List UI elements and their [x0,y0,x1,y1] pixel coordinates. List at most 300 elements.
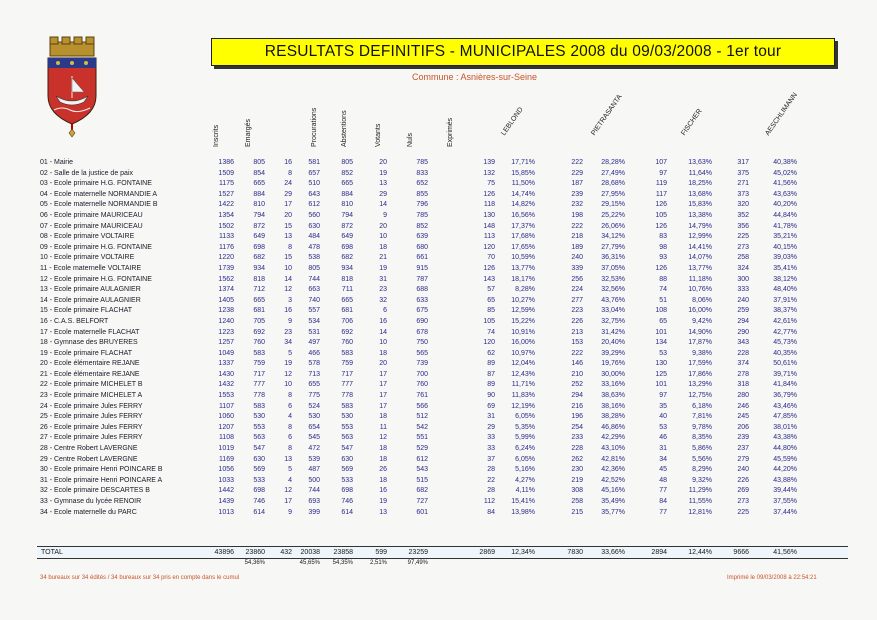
cell-emarges: 563 [253,434,265,442]
cell-abstentions: 500 [308,476,320,484]
cell-candidate-votes: 88 [659,275,667,283]
cell-exprimes: 700 [416,370,428,378]
cell-candidate-votes: 245 [737,413,749,421]
cell-candidate-votes: 77 [659,508,667,516]
city-crest-icon [44,36,100,140]
table-row [40,179,848,190]
cell-candidate-percent: 38,63% [601,392,625,400]
cell-procurations: 24 [284,180,292,188]
cell-abstentions: 557 [308,307,320,315]
total-votants: 23858 [333,549,353,556]
cell-candidate-votes: 101 [655,381,667,389]
bureau-name: 30 - Ecole primaire Henri POINCARE B [40,466,163,474]
cell-exprimes: 675 [416,307,428,315]
table-row [40,306,848,317]
cell-abstentions: 487 [308,466,320,474]
cell-candidate-percent: 33,04% [601,307,625,315]
cell-emarges: 884 [253,190,265,198]
cell-candidate-percent: 12,75% [688,392,712,400]
header-candidate-3: FISCHER [680,107,704,137]
cell-candidate-votes: 187 [571,180,583,188]
cell-candidate-percent: 14,41% [688,243,712,251]
cell-emarges: 854 [253,169,265,177]
cell-candidate-percent: 11,71% [511,381,535,389]
bureau-name: 08 - Ecole primaire VOLTAIRE [40,233,135,241]
cell-exprimes: 542 [416,423,428,431]
cell-candidate-percent: 41,56% [773,180,797,188]
cell-candidate-percent: 42,77% [773,328,797,336]
cell-inscrits: 1220 [218,254,234,262]
commune-text: Commune : Asnières-sur-Seine [411,72,538,82]
cell-abstentions: 657 [308,169,320,177]
cell-inscrits: 1430 [218,370,234,378]
cell-nuls: 17 [379,392,387,400]
percent-votants: 54,35% [332,560,353,566]
header-nuls: Nuls [407,132,414,147]
cell-votants: 759 [341,360,353,368]
cell-abstentions: 581 [308,159,320,166]
cell-exprimes: 796 [416,201,428,209]
cell-exprimes: 565 [416,349,428,357]
cell-nuls: 18 [379,455,387,463]
cell-candidate-percent: 6,05% [515,455,535,463]
cell-emarges: 818 [253,275,265,283]
cell-procurations: 8 [288,169,292,177]
cell-procurations: 23 [284,328,292,336]
cell-candidate-votes: 258 [737,254,749,262]
cell-nuls: 12 [379,434,387,442]
cell-candidate-votes: 222 [571,159,583,166]
cell-candidate-votes: 139 [483,159,495,166]
cell-procurations: 6 [288,434,292,442]
cell-exprimes: 739 [416,360,428,368]
cell-nuls: 18 [379,445,387,453]
cell-candidate-votes: 93 [659,254,667,262]
cell-inscrits: 1337 [218,360,234,368]
cell-candidate-percent: 31,42% [601,328,625,336]
percent-abstentions: 45,65% [299,560,320,566]
cell-emarges: 794 [253,211,265,219]
cell-votants: 852 [341,169,353,177]
table-row [40,338,848,349]
cell-nuls: 18 [379,243,387,251]
cell-candidate-percent: 39,44% [773,487,797,495]
commune-label [0,72,877,82]
cell-candidate-percent: 37,55% [773,498,797,505]
cell-candidate-votes: 126 [483,190,495,198]
table-row [40,444,848,455]
cell-candidate-votes: 239 [737,434,749,442]
bureau-name: 20 - Ecole élémentaire REJANE [40,360,140,368]
cell-candidate-percent: 9,42% [692,317,712,325]
bureau-name: 02 - Salle de la justice de paix [40,169,133,177]
cell-candidate-votes: 317 [737,159,749,166]
cell-procurations: 9 [288,317,292,325]
cell-nuls: 23 [379,286,387,294]
cell-candidate-percent: 5,86% [692,445,712,453]
bureau-name: 22 - Ecole primaire MICHELET B [40,381,143,389]
cell-candidate-percent: 8,35% [692,434,712,442]
percent-exprimes: 97,49% [407,560,428,566]
cell-candidate-percent: 12,19% [511,402,535,410]
totals-percent-row [40,559,848,568]
cell-inscrits: 1240 [218,317,234,325]
bureau-name: 17 - Ecole maternelle FLACHAT [40,328,140,336]
cell-votants: 818 [341,275,353,283]
cell-candidate-votes: 69 [487,402,495,410]
cell-nuls: 16 [379,317,387,325]
cell-candidate-votes: 107 [655,159,667,166]
cell-exprimes: 682 [416,487,428,495]
cell-emarges: 583 [253,402,265,410]
bureau-name: 28 - Centre Robert LAVERGNE [40,445,138,453]
cell-procurations: 17 [284,201,292,209]
cell-abstentions: 484 [308,233,320,241]
cell-nuls: 17 [379,370,387,378]
cell-abstentions: 663 [308,286,320,294]
cell-votants: 810 [341,201,353,209]
cell-inscrits: 1562 [218,275,234,283]
table-row [40,423,848,434]
cell-candidate-votes: 51 [659,296,667,304]
cell-candidate-percent: 42,52% [601,476,625,484]
cell-exprimes: 785 [416,159,428,166]
cell-candidate-percent: 35,21% [773,233,797,241]
cell-candidate-percent: 5,35% [515,423,535,431]
cell-procurations: 14 [284,275,292,283]
cell-emarges: 705 [253,317,265,325]
cell-procurations: 16 [284,307,292,315]
table-row [40,433,848,444]
cell-inscrits: 1553 [218,392,234,400]
cell-votants: 681 [341,307,353,315]
cell-candidate-percent: 11,29% [688,487,712,495]
header-candidate-2: PIETRASANTA [590,93,624,137]
bureau-name: 24 - Ecole primaire Jules FERRY [40,402,143,410]
cell-candidate-votes: 374 [737,360,749,368]
cell-candidate-votes: 259 [737,307,749,315]
cell-candidate-percent: 36,31% [601,254,625,262]
cell-votants: 649 [341,233,353,241]
cell-candidate-votes: 113 [483,233,495,241]
bureau-name: 18 - Gymnase des BRUYERES [40,339,138,347]
cell-exprimes: 855 [416,190,428,198]
cell-votants: 665 [341,180,353,188]
cell-candidate-votes: 97 [659,169,667,177]
cell-candidate-percent: 8,06% [692,296,712,304]
cell-inscrits: 1527 [218,190,234,198]
cell-candidate-votes: 278 [737,370,749,378]
cell-candidate-votes: 324 [737,264,749,272]
cell-exprimes: 661 [416,254,428,262]
cell-abstentions: 654 [308,423,320,431]
cell-candidate-percent: 39,29% [601,349,625,357]
bureau-name: 31 - Ecole primaire Henri POINCARE A [40,476,163,484]
cell-candidate-votes: 28 [487,466,495,474]
cell-votants: 682 [341,254,353,262]
cell-votants: 583 [341,349,353,357]
cell-inscrits: 1013 [218,508,234,516]
cell-candidate-votes: 28 [487,487,495,495]
cell-emarges: 547 [253,445,265,453]
cell-candidate-percent: 42,29% [601,434,625,442]
table-row [40,391,848,402]
cell-candidate-votes: 146 [571,360,583,368]
cell-emarges: 665 [253,180,265,188]
cell-nuls: 21 [379,254,387,262]
cell-candidate-percent: 15,85% [511,169,535,177]
total-candidate-votes: 7830 [567,549,583,556]
cell-candidate-percent: 38,28% [601,413,625,421]
cell-candidate-votes: 232 [571,201,583,209]
cell-abstentions: 805 [308,264,320,272]
cell-candidate-votes: 246 [737,402,749,410]
bureau-name: 23 - Ecole primaire MICHELET A [40,392,143,400]
cell-candidate-percent: 4,11% [515,487,535,495]
cell-nuls: 18 [379,413,387,421]
cell-candidate-percent: 45,16% [601,487,625,495]
cell-emarges: 872 [253,222,265,230]
cell-candidate-percent: 30,00% [601,370,625,378]
cell-candidate-votes: 218 [571,233,583,241]
cell-emarges: 759 [253,360,265,368]
total-candidate-votes: 2894 [651,549,667,556]
cell-candidate-percent: 13,63% [688,159,712,166]
cell-abstentions: 497 [308,339,320,347]
total-candidate-votes: 2869 [479,549,495,556]
bureau-name: 27 - Ecole primaire Jules FERRY [40,434,143,442]
cell-abstentions: 510 [308,180,320,188]
cell-nuls: 18 [379,476,387,484]
cell-nuls: 19 [379,169,387,177]
cell-inscrits: 1502 [218,222,234,230]
cell-exprimes: 601 [416,508,428,516]
cell-procurations: 9 [288,508,292,516]
cell-exprimes: 543 [416,466,428,474]
cell-candidate-percent: 8,29% [692,466,712,474]
table-row [40,455,848,466]
cell-candidate-percent: 44,80% [773,445,797,453]
cell-exprimes: 633 [416,296,428,304]
cell-candidate-votes: 252 [571,381,583,389]
cell-exprimes: 915 [416,264,428,272]
cell-candidate-votes: 87 [487,370,495,378]
totals-label: TOTAL [41,549,63,556]
cell-candidate-votes: 153 [571,339,583,347]
cell-exprimes: 566 [416,402,428,410]
cell-candidate-votes: 35 [659,402,667,410]
cell-exprimes: 639 [416,233,428,241]
cell-exprimes: 690 [416,317,428,325]
cell-inscrits: 1033 [218,476,234,484]
cell-candidate-votes: 126 [483,264,495,272]
cell-procurations: 4 [288,413,292,421]
cell-candidate-percent: 13,98% [511,508,535,516]
cell-abstentions: 578 [308,360,320,368]
cell-candidate-votes: 223 [571,307,583,315]
cell-candidate-percent: 33,16% [601,381,625,389]
cell-candidate-votes: 222 [571,349,583,357]
cell-candidate-percent: 12,59% [511,307,535,315]
cell-procurations: 15 [284,254,292,262]
cell-candidate-percent: 17,86% [688,370,712,378]
cell-candidate-votes: 132 [483,169,495,177]
cell-candidate-votes: 37 [487,455,495,463]
cell-candidate-votes: 224 [571,286,583,294]
cell-nuls: 20 [379,360,387,368]
cell-candidate-votes: 120 [483,243,495,251]
cell-candidate-percent: 50,61% [773,360,797,368]
cell-candidate-percent: 47,85% [773,413,797,421]
cell-procurations: 5 [288,349,292,357]
cell-candidate-votes: 240 [571,254,583,262]
cell-candidate-percent: 26,06% [601,222,625,230]
cell-abstentions: 399 [308,508,320,516]
cell-inscrits: 1509 [218,169,234,177]
cell-candidate-percent: 12,43% [511,370,535,378]
cell-candidate-percent: 38,37% [773,307,797,315]
cell-emarges: 692 [253,328,265,336]
cell-candidate-votes: 126 [655,222,667,230]
cell-nuls: 20 [379,159,387,166]
cell-candidate-votes: 62 [487,349,495,357]
cell-emarges: 533 [253,476,265,484]
bureau-name: 07 - Ecole primaire MAURICEAU [40,222,143,230]
cell-candidate-votes: 97 [659,392,667,400]
cell-abstentions: 693 [308,498,320,505]
cell-candidate-percent: 19,76% [601,360,625,368]
cell-votants: 530 [341,413,353,421]
cell-candidate-votes: 148 [483,222,495,230]
total-candidate-percent: 41,56% [773,549,797,556]
cell-candidate-percent: 43,10% [601,445,625,453]
cell-nuls: 19 [379,264,387,272]
cell-candidate-votes: 75 [487,180,495,188]
cell-candidate-votes: 53 [659,423,667,431]
cell-inscrits: 1739 [218,264,234,272]
cell-candidate-percent: 40,15% [773,243,797,251]
cell-candidate-percent: 9,38% [692,349,712,357]
cell-procurations: 20 [284,211,292,219]
table-row [40,285,848,296]
cell-candidate-percent: 8,28% [515,286,535,294]
cell-candidate-percent: 32,56% [601,286,625,294]
cell-votants: 630 [341,455,353,463]
cell-candidate-votes: 126 [655,201,667,209]
cell-candidate-votes: 240 [737,296,749,304]
cell-abstentions: 530 [308,413,320,421]
cell-candidate-percent: 11,64% [688,169,712,177]
cell-candidate-votes: 269 [737,487,749,495]
bureau-name: 01 - Mairie [40,159,74,166]
cell-exprimes: 852 [416,222,428,230]
cell-procurations: 6 [288,402,292,410]
cell-inscrits: 1049 [218,349,234,357]
cell-candidate-votes: 254 [571,423,583,431]
table-row [40,328,848,339]
cell-votants: 569 [341,466,353,474]
cell-votants: 706 [341,317,353,325]
cell-inscrits: 1422 [218,201,234,209]
cell-emarges: 760 [253,339,265,347]
cell-candidate-percent: 6,05% [515,413,535,421]
header-inscrits: Inscrits [213,124,220,147]
cell-candidate-percent: 14,79% [688,222,712,230]
cell-candidate-votes: 258 [571,498,583,505]
cell-candidate-votes: 84 [487,508,495,516]
cell-candidate-percent: 40,35% [773,349,797,357]
cell-emarges: 698 [253,487,265,495]
cell-candidate-votes: 40 [659,413,667,421]
cell-procurations: 15 [284,222,292,230]
cell-emarges: 805 [253,159,265,166]
cell-candidate-votes: 120 [483,339,495,347]
cell-procurations: 12 [284,370,292,378]
cell-candidate-percent: 9,32% [692,476,712,484]
bureau-name: 26 - Ecole primaire Jules FERRY [40,423,143,431]
cell-candidate-votes: 83 [659,233,667,241]
cell-emarges: 614 [253,508,265,516]
cell-candidate-percent: 17,87% [688,339,712,347]
cell-candidate-percent: 5,56% [692,455,712,463]
cell-inscrits: 1108 [218,434,234,442]
cell-abstentions: 466 [308,349,320,357]
cell-candidate-votes: 189 [571,243,583,251]
cell-candidate-votes: 143 [483,275,495,283]
cell-candidate-percent: 6,24% [515,445,535,453]
cell-inscrits: 1432 [218,381,234,389]
cell-emarges: 934 [253,264,265,272]
table-row [40,264,848,275]
cell-candidate-votes: 119 [655,180,667,188]
total-exprimes: 23259 [408,549,428,556]
cell-exprimes: 750 [416,339,428,347]
cell-candidate-votes: 31 [659,445,667,453]
cell-candidate-votes: 216 [571,402,583,410]
cell-candidate-votes: 225 [737,508,749,516]
cell-candidate-votes: 256 [571,275,583,283]
table-row [40,486,848,497]
cell-candidate-votes: 46 [659,434,667,442]
cell-candidate-percent: 32,75% [601,317,625,325]
percent-nuls: 2,51% [369,560,387,566]
cell-candidate-percent: 39,03% [773,254,797,262]
cell-candidate-votes: 239 [571,190,583,198]
table-row [40,508,848,519]
cell-candidate-votes: 85 [487,307,495,315]
cell-candidate-votes: 34 [659,455,667,463]
cell-candidate-votes: 290 [737,328,749,336]
table-row [40,200,848,211]
cell-candidate-percent: 11,18% [688,275,712,283]
table-row [40,465,848,476]
total-inscrits: 43896 [214,549,234,556]
cell-emarges: 777 [253,381,265,389]
cell-inscrits: 1207 [218,423,234,431]
cell-candidate-percent: 45,73% [773,339,797,347]
cell-candidate-votes: 118 [483,201,495,209]
cell-candidate-percent: 14,74% [511,190,535,198]
bureau-name: 32 - Ecole primaire DESCARTES B [40,487,150,495]
cell-candidate-votes: 226 [571,317,583,325]
cell-candidate-percent: 41,78% [773,222,797,230]
results-table [40,158,848,518]
cell-inscrits: 1060 [218,413,234,421]
cell-candidate-percent: 12,81% [688,508,712,516]
cell-inscrits: 1238 [218,307,234,315]
cell-procurations: 29 [284,190,292,198]
cell-candidate-votes: 273 [737,243,749,251]
